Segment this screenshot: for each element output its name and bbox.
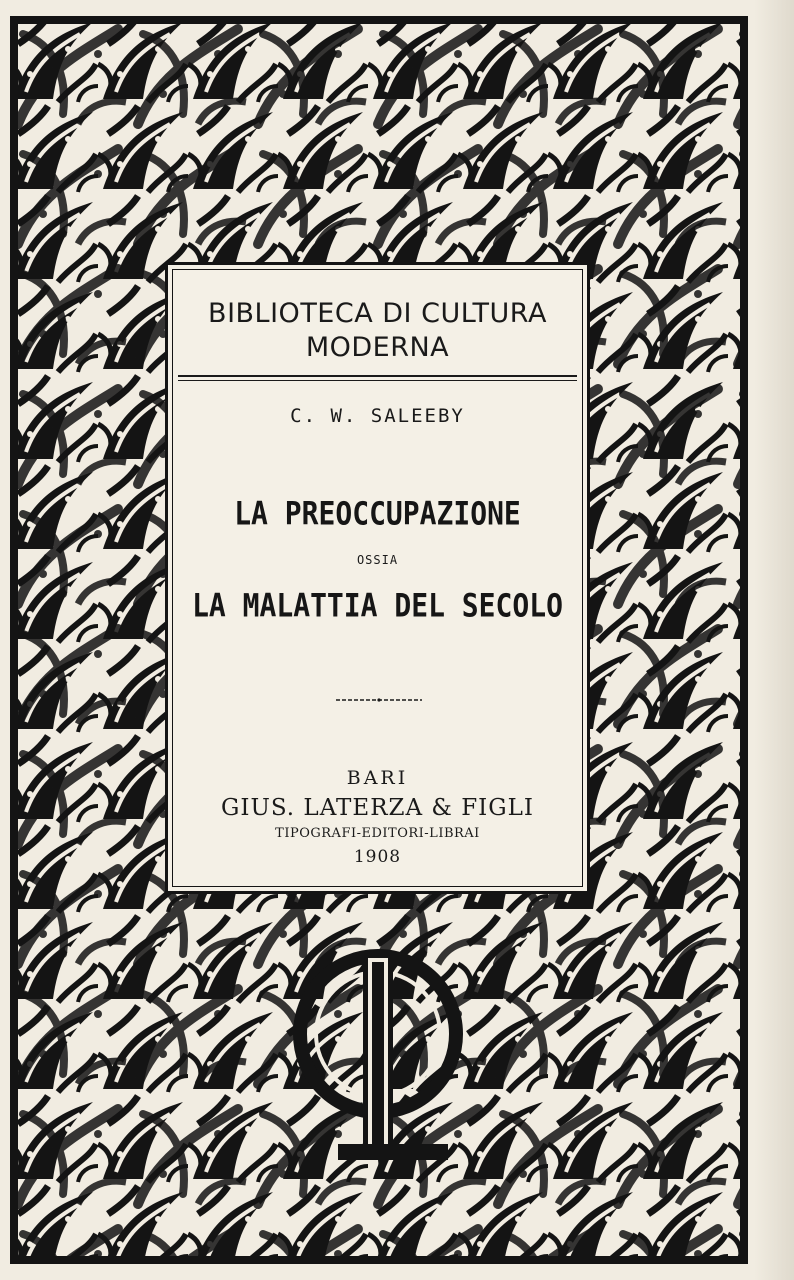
page-edge-shadow	[754, 0, 794, 1280]
publisher-name: GIUS. LATERZA & FIGLI	[221, 795, 534, 821]
book-title-line-2: LA MALATTIA DEL SECOLO	[192, 586, 563, 625]
publisher-trade: TIPOGRAFI-EDITORI-LIBRAI	[275, 826, 480, 841]
divider-rule	[178, 375, 577, 377]
imprint-city: BARI	[346, 767, 409, 789]
series-line-2: MODERNA	[305, 332, 450, 363]
title-panel	[165, 262, 590, 894]
author-name: C. W. SALEEBY	[290, 405, 465, 427]
decorative-dash-rule	[336, 697, 422, 703]
series-title	[168, 297, 587, 365]
title-connector: OSSIA	[356, 553, 399, 567]
divider-rule-thin	[178, 380, 577, 381]
book-title-line-1: LA PREOCCUPAZIONE	[234, 494, 521, 533]
publication-year: 1908	[353, 847, 402, 867]
series-line-1: BIBLIOTECA DI CULTURA	[208, 298, 547, 329]
